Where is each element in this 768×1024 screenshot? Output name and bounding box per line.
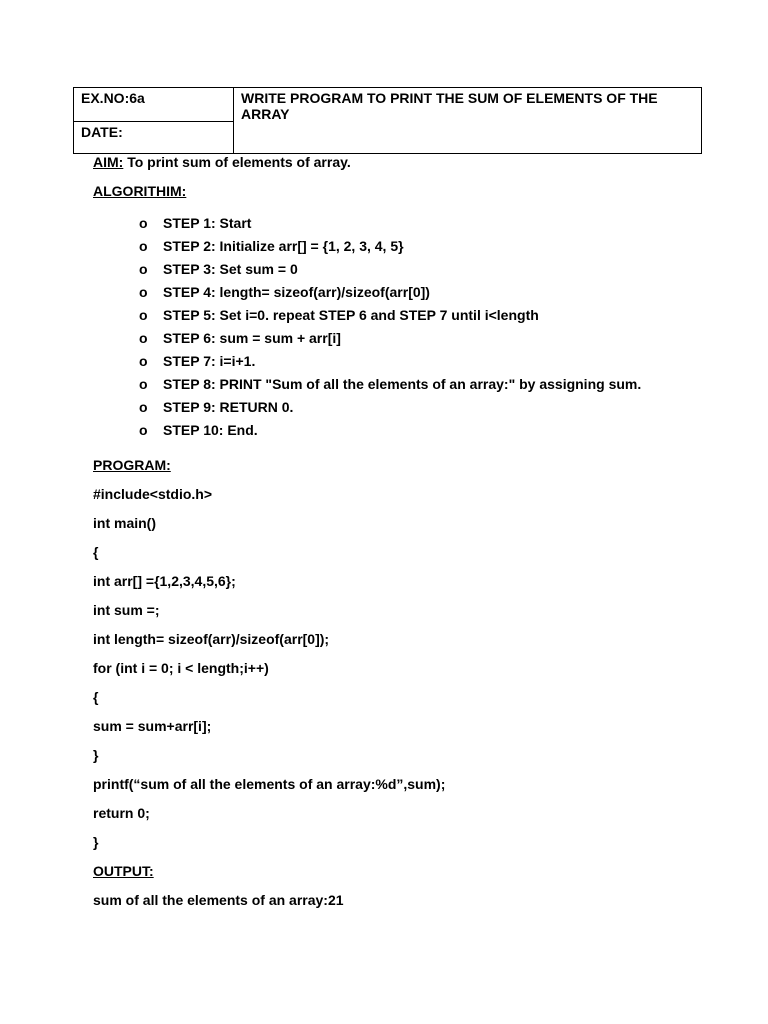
output-text: sum of all the elements of an array:21 bbox=[93, 892, 344, 908]
step-text: STEP 10: End. bbox=[163, 422, 258, 438]
step-text: STEP 2: Initialize arr[] = {1, 2, 3, 4, 5} bbox=[163, 238, 404, 254]
code-line: } bbox=[93, 834, 99, 850]
bullet-icon: o bbox=[139, 399, 148, 415]
step-text: STEP 7: i=i+1. bbox=[163, 353, 256, 369]
output-heading: OUTPUT: bbox=[93, 863, 154, 879]
code-line: int length= sizeof(arr)/sizeof(arr[0]); bbox=[93, 631, 330, 647]
program-heading: PROGRAM: bbox=[93, 457, 171, 473]
bullet-icon: o bbox=[139, 422, 148, 438]
bullet-icon: o bbox=[139, 238, 148, 254]
header-table bbox=[73, 87, 702, 154]
step-text: STEP 5: Set i=0. repeat STEP 6 and STEP 7 until i<length bbox=[163, 307, 539, 323]
step-text: STEP 8: PRINT "Sum of all the elements of an array:" by assigning sum. bbox=[163, 376, 642, 392]
exno-label: EX.NO:6a bbox=[81, 90, 145, 106]
step-text: STEP 6: sum = sum + arr[i] bbox=[163, 330, 341, 346]
step-text: STEP 4: length= sizeof(arr)/sizeof(arr[0]) bbox=[163, 284, 430, 300]
aim-label: AIM: bbox=[93, 154, 124, 170]
step-text: STEP 3: Set sum = 0 bbox=[163, 261, 298, 277]
code-line: printf(“sum of all the elements of an array:%d”,sum); bbox=[93, 776, 446, 792]
code-line: int main() bbox=[93, 515, 156, 531]
bullet-icon: o bbox=[139, 307, 148, 323]
algorithm-heading: ALGORITHIM: bbox=[93, 183, 187, 199]
code-line: int arr[] ={1,2,3,4,5,6}; bbox=[93, 573, 236, 589]
aim-line bbox=[93, 154, 351, 170]
date-label: DATE: bbox=[81, 124, 123, 140]
bullet-icon: o bbox=[139, 376, 148, 392]
exno-cell bbox=[74, 88, 233, 122]
bullet-icon: o bbox=[139, 284, 148, 300]
bullet-icon: o bbox=[139, 261, 148, 277]
step-text: STEP 9: RETURN 0. bbox=[163, 399, 294, 415]
code-line: for (int i = 0; i < length;i++) bbox=[93, 660, 269, 676]
code-line: return 0; bbox=[93, 805, 150, 821]
code-line: #include<stdio.h> bbox=[93, 486, 213, 502]
code-line: sum = sum+arr[i]; bbox=[93, 718, 212, 734]
code-line: int sum =; bbox=[93, 602, 160, 618]
bullet-icon: o bbox=[139, 330, 148, 346]
code-line: } bbox=[93, 747, 99, 763]
header-left-column bbox=[74, 88, 234, 153]
aim-text: To print sum of elements of array. bbox=[123, 154, 351, 170]
bullet-icon: o bbox=[139, 353, 148, 369]
date-cell bbox=[74, 122, 233, 154]
exercise-title: WRITE PROGRAM TO PRINT THE SUM OF ELEMENTS OF THE ARRAY bbox=[241, 90, 658, 122]
step-text: STEP 1: Start bbox=[163, 215, 252, 231]
code-line: { bbox=[93, 544, 99, 560]
bullet-icon: o bbox=[139, 215, 148, 231]
code-line: { bbox=[93, 689, 99, 705]
